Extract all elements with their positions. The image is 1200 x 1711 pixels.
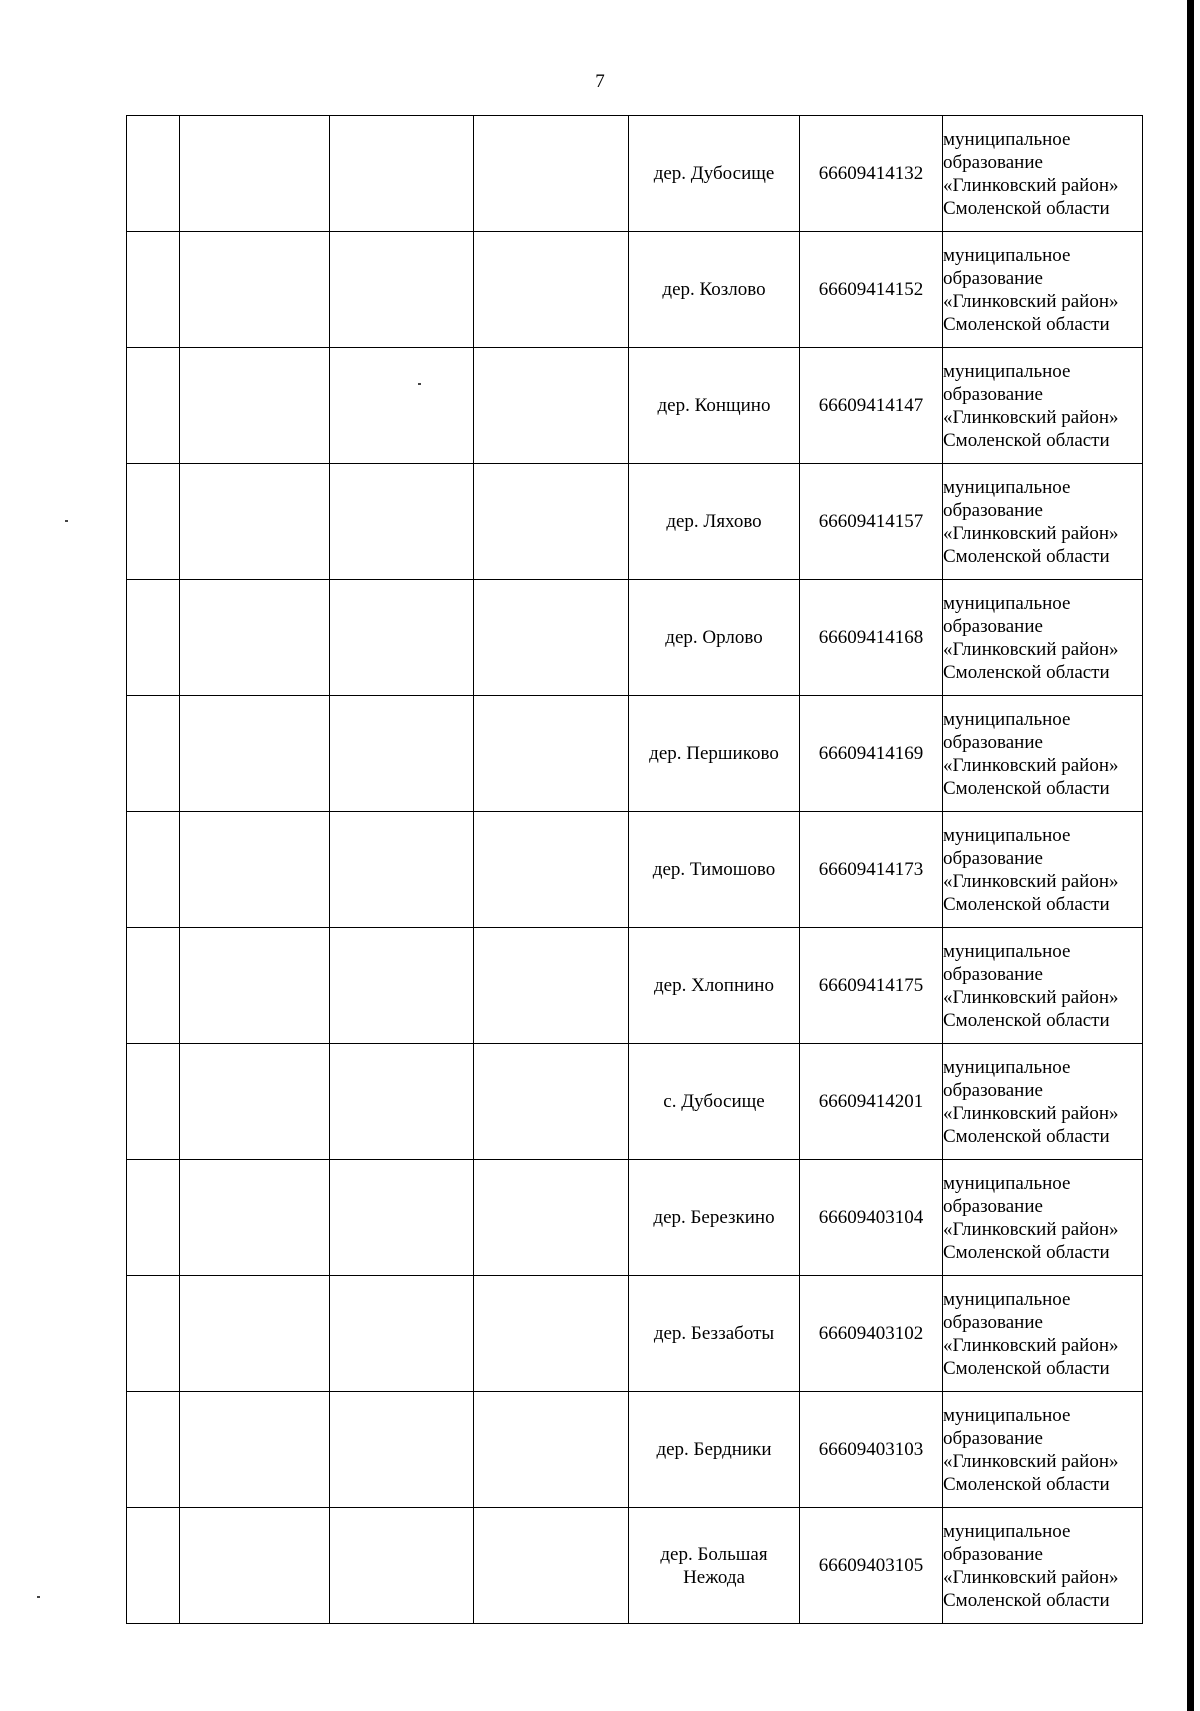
owner-cell: муниципальное образование «Глинковский район» Смоленской области	[943, 464, 1143, 580]
registry-table	[126, 115, 1143, 1624]
empty-cell	[474, 812, 629, 928]
owner-cell: муниципальное образование «Глинковский район» Смоленской области	[943, 928, 1143, 1044]
owner-cell: муниципальное образование «Глинковский район» Смоленской области	[943, 580, 1143, 696]
empty-cell	[330, 1392, 474, 1508]
table-row	[127, 696, 1143, 812]
oktmo-code-cell: 66609414168	[800, 580, 943, 696]
oktmo-code-cell: 66609403104	[800, 1160, 943, 1276]
empty-cell	[330, 580, 474, 696]
oktmo-code-cell: 66609414173	[800, 812, 943, 928]
empty-cell	[127, 696, 180, 812]
owner-cell: муниципальное образование «Глинковский район» Смоленской области	[943, 232, 1143, 348]
empty-cell	[474, 232, 629, 348]
empty-cell	[330, 464, 474, 580]
empty-cell	[180, 1276, 330, 1392]
empty-cell	[330, 116, 474, 232]
empty-cell	[180, 116, 330, 232]
empty-cell	[180, 1392, 330, 1508]
settlement-name-cell: с. Дубосище	[629, 1044, 800, 1160]
settlement-name-cell: дер. Большая Нежода	[629, 1508, 800, 1624]
oktmo-code-cell: 66609414201	[800, 1044, 943, 1160]
oktmo-code-cell: 66609414157	[800, 464, 943, 580]
empty-cell	[474, 1276, 629, 1392]
oktmo-code-cell: 66609403105	[800, 1508, 943, 1624]
empty-cell	[127, 928, 180, 1044]
empty-cell	[127, 1160, 180, 1276]
table-row	[127, 464, 1143, 580]
empty-cell	[127, 1276, 180, 1392]
table-row	[127, 348, 1143, 464]
settlement-name-cell: дер. Козлово	[629, 232, 800, 348]
empty-cell	[330, 232, 474, 348]
scan-edge-bar	[1187, 0, 1194, 1711]
empty-cell	[127, 1508, 180, 1624]
settlement-name-cell: дер. Тимошово	[629, 812, 800, 928]
empty-cell	[127, 580, 180, 696]
table-row	[127, 1044, 1143, 1160]
empty-cell	[474, 348, 629, 464]
empty-cell	[330, 812, 474, 928]
empty-cell	[180, 1508, 330, 1624]
settlement-name-cell: дер. Орлово	[629, 580, 800, 696]
empty-cell	[474, 928, 629, 1044]
empty-cell	[127, 232, 180, 348]
table-row	[127, 1508, 1143, 1624]
owner-cell: муниципальное образование «Глинковский район» Смоленской области	[943, 1508, 1143, 1624]
table-row	[127, 928, 1143, 1044]
empty-cell	[180, 696, 330, 812]
registry-body	[127, 116, 1143, 1624]
empty-cell	[180, 928, 330, 1044]
empty-cell	[330, 696, 474, 812]
owner-cell: муниципальное образование «Глинковский район» Смоленской области	[943, 812, 1143, 928]
settlement-name-cell: дер. Конщино	[629, 348, 800, 464]
table-row	[127, 116, 1143, 232]
settlement-name-cell: дер. Бердники	[629, 1392, 800, 1508]
empty-cell	[474, 464, 629, 580]
owner-cell: муниципальное образование «Глинковский район» Смоленской области	[943, 1044, 1143, 1160]
owner-cell: муниципальное образование «Глинковский район» Смоленской области	[943, 116, 1143, 232]
table-row	[127, 812, 1143, 928]
table-row	[127, 1160, 1143, 1276]
empty-cell	[127, 348, 180, 464]
empty-cell	[180, 348, 330, 464]
oktmo-code-cell: 66609414169	[800, 696, 943, 812]
empty-cell	[330, 1160, 474, 1276]
empty-cell	[127, 116, 180, 232]
empty-cell	[474, 580, 629, 696]
empty-cell	[474, 1044, 629, 1160]
empty-cell	[330, 1276, 474, 1392]
owner-cell: муниципальное образование «Глинковский район» Смоленской области	[943, 696, 1143, 812]
scan-speck	[65, 520, 68, 522]
empty-cell	[180, 232, 330, 348]
empty-cell	[180, 464, 330, 580]
settlement-name-cell: дер. Дубосище	[629, 116, 800, 232]
empty-cell	[127, 812, 180, 928]
oktmo-code-cell: 66609414147	[800, 348, 943, 464]
empty-cell	[474, 696, 629, 812]
owner-cell: муниципальное образование «Глинковский район» Смоленской области	[943, 1392, 1143, 1508]
settlement-name-cell: дер. Першиково	[629, 696, 800, 812]
oktmo-code-cell: 66609403102	[800, 1276, 943, 1392]
table-row	[127, 1392, 1143, 1508]
empty-cell	[474, 1508, 629, 1624]
empty-cell	[180, 1160, 330, 1276]
owner-cell: муниципальное образование «Глинковский район» Смоленской области	[943, 348, 1143, 464]
empty-cell	[330, 348, 474, 464]
oktmo-code-cell: 66609414132	[800, 116, 943, 232]
table-row	[127, 1276, 1143, 1392]
empty-cell	[330, 1044, 474, 1160]
empty-cell	[180, 580, 330, 696]
oktmo-code-cell: 66609414152	[800, 232, 943, 348]
empty-cell	[127, 1044, 180, 1160]
empty-cell	[180, 1044, 330, 1160]
empty-cell	[474, 1160, 629, 1276]
owner-cell: муниципальное образование «Глинковский район» Смоленской области	[943, 1276, 1143, 1392]
owner-cell: муниципальное образование «Глинковский район» Смоленской области	[943, 1160, 1143, 1276]
settlement-name-cell: дер. Хлопнино	[629, 928, 800, 1044]
table-row	[127, 580, 1143, 696]
settlement-name-cell: дер. Беззаботы	[629, 1276, 800, 1392]
empty-cell	[180, 812, 330, 928]
scan-speck	[418, 383, 421, 385]
oktmo-code-cell: 66609414175	[800, 928, 943, 1044]
settlement-name-cell: дер. Ляхово	[629, 464, 800, 580]
empty-cell	[330, 928, 474, 1044]
empty-cell	[127, 464, 180, 580]
table-row	[127, 232, 1143, 348]
empty-cell	[474, 1392, 629, 1508]
settlement-name-cell: дер. Березкино	[629, 1160, 800, 1276]
empty-cell	[330, 1508, 474, 1624]
oktmo-code-cell: 66609403103	[800, 1392, 943, 1508]
scan-speck	[37, 1596, 40, 1598]
empty-cell	[127, 1392, 180, 1508]
page-number: 7	[595, 71, 605, 92]
empty-cell	[474, 116, 629, 232]
